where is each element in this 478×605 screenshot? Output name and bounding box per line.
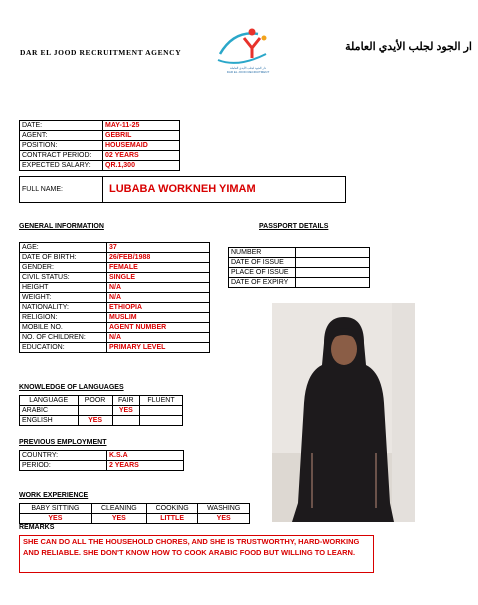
employment-row [20, 461, 184, 471]
general-info-row [20, 253, 210, 263]
experience-value: LITTLE [146, 514, 197, 524]
language-fair: YES [112, 406, 139, 416]
work-experience-table [19, 503, 250, 524]
remarks-title: REMARKS [19, 524, 55, 531]
language-header: FAIR [112, 396, 139, 406]
general-info-label: CIVIL STATUS: [20, 273, 107, 283]
remarks-text: SHE CAN DO ALL THE HOUSEHOLD CHORES, AND SHE IS TRUSTWORTHY, HARD-WORKING AND RELIABLE. SHE DON'T KNOW HOW TO COOK ARABIC FOOD BUT WILLING TO LEARN. [23, 537, 360, 557]
passport-value [296, 268, 370, 278]
summary-value: HOUSEMAID [103, 141, 180, 151]
summary-row [20, 151, 180, 161]
experience-header: BABY SITTING [20, 504, 92, 514]
passport-value [296, 248, 370, 258]
employment-label: COUNTRY: [20, 451, 107, 461]
general-info-value: SINGLE [107, 273, 210, 283]
language-fluent [140, 416, 183, 426]
summary-value: MAY-11-25 [103, 121, 180, 131]
language-name: ARABIC [20, 406, 79, 416]
employment-row [20, 451, 184, 461]
general-info-label: AGE: [20, 243, 107, 253]
employment-table [19, 450, 184, 471]
general-info-label: NO. OF CHILDREN: [20, 333, 107, 343]
experience-value: YES [198, 514, 250, 524]
general-info-label: EDUCATION: [20, 343, 107, 353]
language-header: LANGUAGE [20, 396, 79, 406]
summary-label: POSITION: [20, 141, 103, 151]
experience-header: WASHING [198, 504, 250, 514]
full-name-table [19, 176, 346, 203]
general-info-table [19, 242, 210, 353]
passport-row [229, 278, 370, 288]
general-info-title: GENERAL INFORMATION [19, 223, 104, 230]
passport-value [296, 278, 370, 288]
general-info-value: N/A [107, 293, 210, 303]
general-info-value: N/A [107, 333, 210, 343]
experience-value: YES [20, 514, 92, 524]
summary-value: QR.1,300 [103, 161, 180, 171]
passport-label: DATE OF ISSUE [229, 258, 296, 268]
general-info-row [20, 343, 210, 353]
passport-row [229, 248, 370, 258]
language-row [20, 416, 183, 426]
language-fair [112, 416, 139, 426]
employment-label: PERIOD: [20, 461, 107, 471]
general-info-label: MOBILE NO. [20, 323, 107, 333]
summary-row [20, 161, 180, 171]
general-info-value: MUSLIM [107, 313, 210, 323]
passport-value [296, 258, 370, 268]
general-info-value: 26/FEB/1988 [107, 253, 210, 263]
summary-row [20, 131, 180, 141]
remarks-box [19, 535, 374, 573]
experience-header: COOKING [146, 504, 197, 514]
language-row [20, 406, 183, 416]
logo-caption-en: DAR EL JOOD RECRUITMENT [226, 70, 270, 74]
employment-value: K.S.A [107, 451, 184, 461]
agency-name-en: DAR EL JOOD RECRUITMENT AGENCY [20, 48, 182, 57]
general-info-value: FEMALE [107, 263, 210, 273]
general-info-row [20, 263, 210, 273]
general-info-row [20, 323, 210, 333]
general-info-value: 37 [107, 243, 210, 253]
summary-row [20, 121, 180, 131]
language-fluent [140, 406, 183, 416]
passport-label: PLACE OF ISSUE [229, 268, 296, 278]
passport-details-title: PASSPORT DETAILS [259, 223, 329, 230]
passport-label: DATE OF EXPIRY [229, 278, 296, 288]
general-info-row [20, 333, 210, 343]
general-info-label: GENDER: [20, 263, 107, 273]
passport-table [228, 247, 370, 288]
agency-name-ar: ار الجود لجلب الأيدي العاملة [345, 41, 472, 53]
candidate-photo [272, 303, 415, 522]
languages-title: KNOWLEDGE OF LANGUAGES [19, 384, 124, 391]
language-name: ENGLISH [20, 416, 79, 426]
language-header: FLUENT [140, 396, 183, 406]
language-poor: YES [78, 416, 112, 426]
general-info-row [20, 293, 210, 303]
general-info-row [20, 313, 210, 323]
summary-row [20, 141, 180, 151]
general-info-label: WEIGHT: [20, 293, 107, 303]
general-info-value: PRIMARY LEVEL [107, 343, 210, 353]
employment-title: PREVIOUS EMPLOYMENT [19, 439, 107, 446]
candidate-photo-image [272, 303, 415, 522]
general-info-label: RELIGION: [20, 313, 107, 323]
full-name-value: LUBABA WORKNEH YIMAM [103, 177, 346, 203]
general-info-label: HEIGHT [20, 283, 107, 293]
summary-label: AGENT: [20, 131, 103, 141]
summary-label: DATE: [20, 121, 103, 131]
experience-value: YES [91, 514, 146, 524]
general-info-value: N/A [107, 283, 210, 293]
passport-row [229, 258, 370, 268]
language-header: POOR [78, 396, 112, 406]
logo-caption-ar: دار الجود لجلب الأيدي العاملة [230, 66, 266, 70]
general-info-row [20, 273, 210, 283]
general-info-row [20, 283, 210, 293]
summary-value: 02 YEARS [103, 151, 180, 161]
general-info-row [20, 243, 210, 253]
passport-row [229, 268, 370, 278]
summary-label: CONTRACT PERIOD: [20, 151, 103, 161]
passport-label: NUMBER [229, 248, 296, 258]
languages-table [19, 395, 183, 426]
summary-table [19, 120, 180, 171]
general-info-value: AGENT NUMBER [107, 323, 210, 333]
summary-label: EXPECTED SALARY: [20, 161, 103, 171]
general-info-row [20, 303, 210, 313]
general-info-value: ETHIOPIA [107, 303, 210, 313]
language-poor [78, 406, 112, 416]
experience-header: CLEANING [91, 504, 146, 514]
full-name-label: FULL NAME: [20, 177, 103, 203]
general-info-label: NATIONALITY: [20, 303, 107, 313]
general-info-label: DATE OF BIRTH: [20, 253, 107, 263]
employment-value: 2 YEARS [107, 461, 184, 471]
summary-value: GEBRIL [103, 131, 180, 141]
agency-logo [214, 24, 282, 76]
work-experience-title: WORK EXPERIENCE [19, 492, 89, 499]
